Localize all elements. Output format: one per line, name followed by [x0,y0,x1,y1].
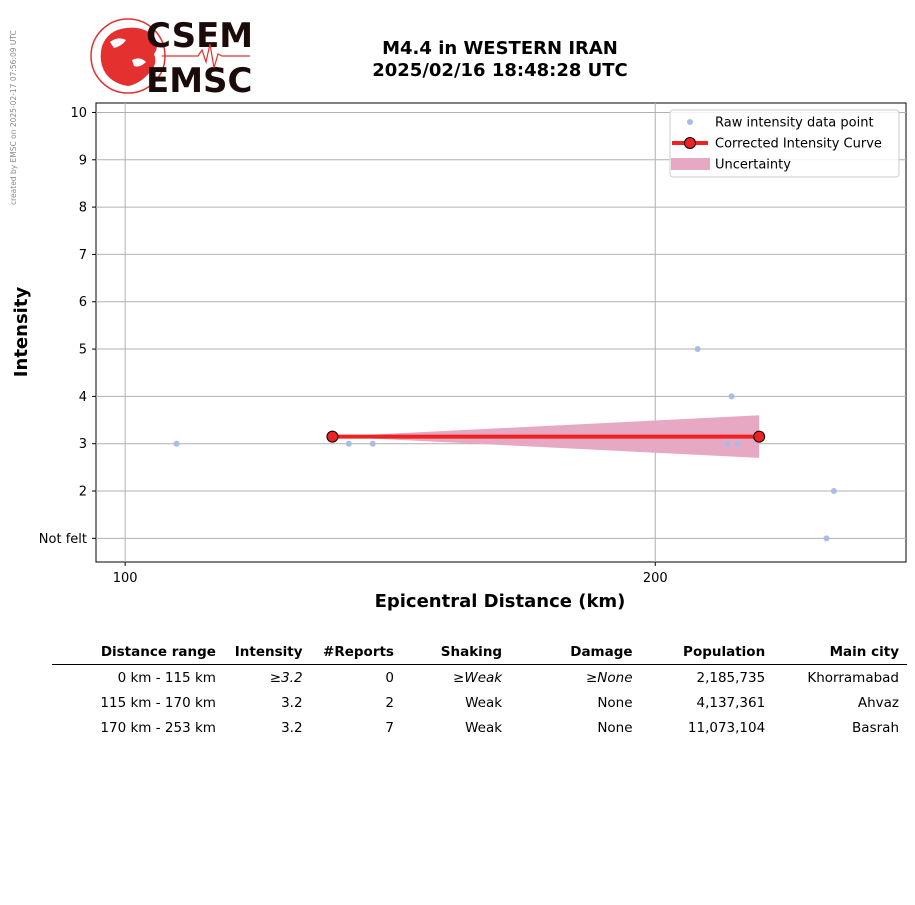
logo-text-top: CSEM [146,16,254,56]
y-tick-label: 5 [78,342,87,358]
intensity-cell: ≥3.2 [269,669,303,686]
intensity-summary-table [52,643,907,740]
shaking-cell: ≥Weak [453,669,503,686]
raw-intensity-point [734,441,740,447]
reports-cell: 2 [385,694,394,711]
main-city-cell: Ahvaz [857,694,899,711]
damage-cell: ≥None [586,669,633,686]
x-tick-label: 200 [642,571,668,586]
legend-raw-point-swatch [687,119,693,125]
distance-range-cell: 170 km - 253 km [100,719,216,736]
reports-cell: 0 [385,669,394,686]
y-tick-label: 2 [78,484,87,500]
raw-intensity-point [823,535,829,541]
column-header: Shaking [402,643,510,665]
table-row [52,665,907,691]
logo-text-bottom: EMSC [146,61,253,100]
y-tick-label: Not felt [38,531,87,547]
corrected-curve-marker [327,431,338,442]
x-tick-label: 100 [112,571,138,586]
column-header: Population [641,643,774,665]
title-line-1: M4.4 in WESTERN IRAN [382,38,618,59]
raw-intensity-point [729,393,735,399]
column-header: Main city [773,643,907,665]
legend-uncertainty-swatch [671,158,710,170]
column-header: #Reports [311,643,402,665]
column-header: Distance range [52,643,224,665]
raw-intensity-point [831,488,837,494]
distance-range-cell: 0 km - 115 km [117,669,216,686]
reports-cell: 7 [385,719,394,736]
y-tick-label: 3 [78,437,87,453]
y-tick-label: 7 [78,247,87,263]
raw-intensity-point [724,441,730,447]
shaking-cell: Weak [465,719,503,736]
population-cell: 4,137,361 [696,694,766,711]
raw-intensity-point [346,441,352,447]
column-header: Damage [510,643,640,665]
damage-cell: None [597,719,633,736]
table-header-row [52,643,907,665]
y-tick-label: 8 [78,200,87,216]
y-tick-label: 10 [70,105,87,121]
damage-cell: None [597,694,633,711]
column-header: Intensity [224,643,311,665]
distance-range-cell: 115 km - 170 km [100,694,216,711]
raw-intensity-point [174,441,180,447]
legend-label-uncertainty: Uncertainty [715,157,791,173]
y-tick-label: 6 [78,295,87,311]
y-tick-label: 9 [78,153,87,169]
table-row [52,690,907,715]
population-cell: 2,185,735 [696,669,766,686]
y-axis-ticks [39,106,96,547]
x-axis-ticks [113,562,668,586]
main-city-cell: Khorramabad [807,669,899,686]
legend-curve-marker [685,138,696,149]
x-axis-label: Epicentral Distance (km) [374,591,626,612]
legend [670,110,899,177]
watermark-text: created by EMSC on 2025-02-17 07:56:09 UTC [9,30,18,205]
population-cell: 11,073,104 [687,719,766,736]
raw-intensity-point [370,441,376,447]
raw-intensity-point [695,346,701,352]
title-line-2: 2025/02/16 18:48:28 UTC [372,60,628,81]
y-tick-label: 4 [78,389,87,405]
shaking-cell: Weak [465,694,503,711]
intensity-cell: 3.2 [281,694,303,711]
legend-label-raw: Raw intensity data point [715,115,874,131]
intensity-cell: 3.2 [281,719,303,736]
y-axis-label: Intensity [11,286,32,378]
table-row [52,715,907,740]
main-city-cell: Basrah [852,719,899,736]
corrected-curve-marker [754,431,765,442]
legend-label-curve: Corrected Intensity Curve [715,136,882,152]
